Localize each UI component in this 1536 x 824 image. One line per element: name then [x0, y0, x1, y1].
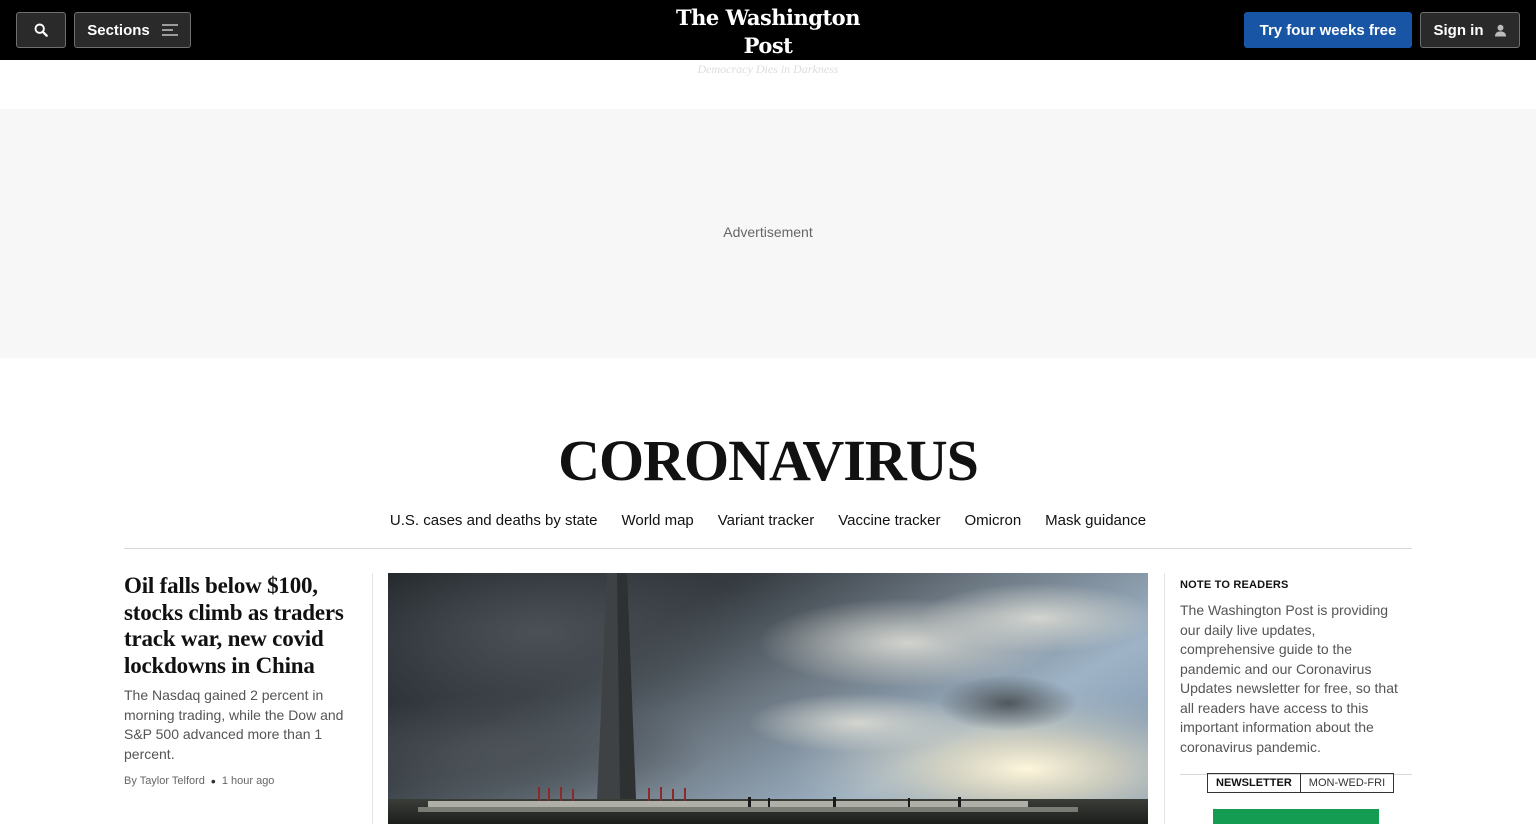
note-text: The Washington Post is providing our daily live updates, comprehensive guide to the pandemic and our Coronavirus Updates newsletter for free, so that all readers have access to this important information about the coronavirus pandemic.	[1180, 601, 1412, 775]
column-divider-right	[1164, 573, 1165, 824]
masthead-tagline: Democracy Dies in Darkness	[697, 62, 839, 76]
column-divider-left	[372, 573, 373, 824]
advertisement-slot	[0, 109, 1536, 358]
author-link[interactable]: By Taylor Telford	[124, 775, 205, 787]
newsletter-signup-button[interactable]	[1213, 809, 1379, 824]
subnav-mask-guidance[interactable]: Mask guidance	[1045, 512, 1147, 529]
washington-monument-photo	[388, 573, 1148, 824]
lead-story-blurb: The Nasdaq gained 2 percent in morning trading, while the Dow and S&P 500 advanced more than 1 percent.	[124, 687, 344, 762]
subnav-omicron[interactable]: Omicron	[964, 512, 1022, 529]
hamburger-icon	[162, 24, 178, 36]
newsletter-label: NEWSLETTER	[1208, 774, 1301, 792]
lead-story	[124, 573, 358, 789]
note-kicker: NOTE TO READERS	[1180, 579, 1289, 591]
sign-in-label: Sign in	[1433, 21, 1484, 39]
subnav-world-map[interactable]: World map	[621, 512, 694, 529]
masthead-title: The Washington Post	[676, 5, 860, 58]
try-four-weeks-free-button[interactable]: Try four weeks free	[1244, 12, 1412, 48]
section-subnav	[124, 508, 1412, 549]
main-story-image[interactable]	[388, 573, 1148, 824]
masthead-logo[interactable]	[668, 4, 868, 76]
subnav-us-cases-deaths[interactable]: U.S. cases and deaths by state	[389, 512, 598, 529]
sections-label: Sections	[87, 21, 150, 39]
search-icon	[34, 23, 48, 37]
lead-story-byline	[124, 773, 358, 789]
section-title: CORONAVIRUS	[558, 428, 978, 493]
advertisement-label: Advertisement	[723, 224, 813, 240]
separator-dot: •	[210, 773, 216, 789]
subnav-variant-tracker[interactable]: Variant tracker	[717, 512, 815, 529]
top-navigation-bar	[0, 0, 1536, 76]
note-to-readers	[1180, 573, 1412, 789]
lead-story-headline[interactable]: Oil falls below $100, stocks climb as traders track war, new covid lockdowns in China	[124, 573, 344, 678]
sections-menu-button[interactable]	[74, 12, 191, 48]
user-icon	[1494, 24, 1507, 37]
subnav-vaccine-tracker[interactable]: Vaccine tracker	[838, 512, 941, 529]
newsletter-badge	[1207, 773, 1394, 793]
sign-in-button[interactable]	[1420, 12, 1520, 48]
search-button[interactable]	[16, 12, 66, 48]
newsletter-frequency: MON-WED-FRI	[1308, 777, 1386, 789]
timestamp: 1 hour ago	[221, 775, 275, 787]
